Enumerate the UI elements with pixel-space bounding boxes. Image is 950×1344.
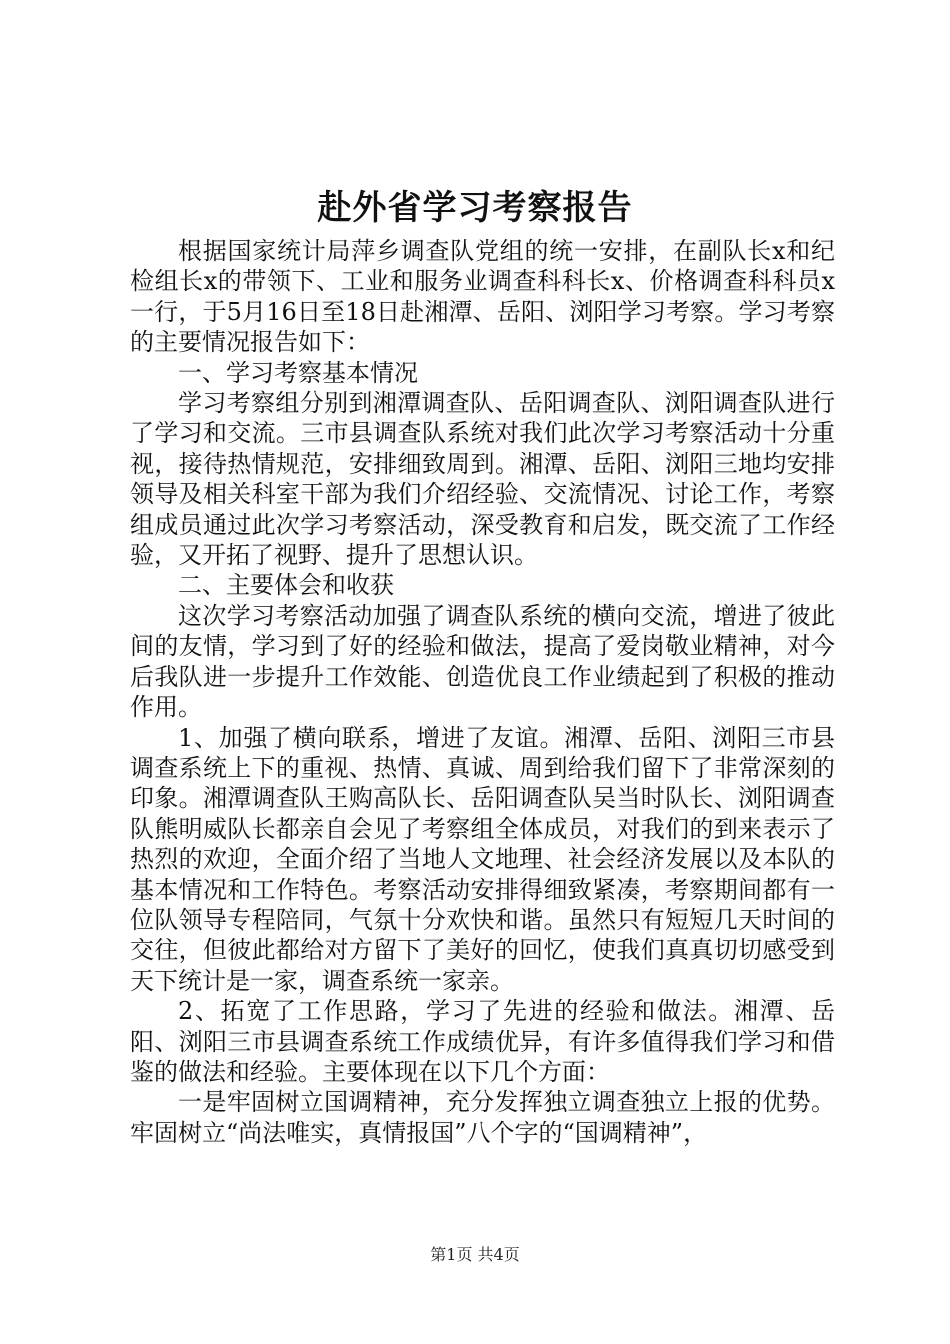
paragraph-basic-situation: 学习考察组分别到湘潭调查队、岳阳调查队、浏阳调查队进行了学习和交流。三市县调查队系统对我们此次学习考察活动十分重视，接待热情规范，安排细致周到。湘潭、岳阳、浏阳三地均安排领导及相关科室干部为我们介绍经验、交流情况、讨论工作，考察组成员通过此次学习考察活动，深受教育和启发，既交流了工作经验，又开拓了视野、提升了思想认识。 [130,389,835,570]
paragraph-point-2: 2、拓宽了工作思路，学习了先进的经验和做法。湘潭、岳阳、浏阳三市县调查系统工作成绩优异，有许多值得我们学习和借鉴的做法和经验。主要体现在以下几个方面： [130,997,835,1086]
document-title: 赴外省学习考察报告 [317,188,633,228]
section-heading-1: 一、学习考察基本情况 [178,358,418,387]
paragraph-point-1: 1、加强了横向联系，增进了友谊。湘潭、岳阳、浏阳三市县调查系统上下的重视、热情、真诚、周到给我们留下了非常深刻的印象。湘潭调查队王购高队长、岳阳调查队吴当时队长、浏阳调查队熊明威队长都亲自会见了考察组全体成员，对我们的到来表示了热烈的欢迎，全面介绍了当地人文地理、社会经济发展以及本队的基本情况和工作特色。考察活动安排得细致紧凑，考察期间都有一位队领导专程陪同，气氛十分欢快和谐。虽然只有短短几天时间的交往，但彼此都给对方留下了美好的回忆，使我们真真切切感受到天下统计是一家，调查系统一家亲。 [130,723,835,995]
paragraph-gains: 这次学习考察活动加强了调查队系统的横向交流，增进了彼此间的友情，学习到了好的经验和做法，提高了爱岗敬业精神，对今后我队进一步提升工作效能、创造优良工作业绩起到了积极的推动作用。 [130,601,835,722]
paragraph-item-1: 一是牢固树立国调精神，充分发挥独立调查独立上报的优势。牢固树立“尚法唯实，真情报国”八个字的“国调精神”， [130,1088,835,1147]
paragraph-intro: 根据国家统计局萍乡调查队党组的统一安排，在副队长x和纪检组长x的带领下、工业和服务业调查科科长x、价格调查科科员x一行，于5月16日至18日赴湘潭、岳阳、浏阳学习考察。学习考察的主要情况报告如下： [130,237,835,357]
section-heading-2: 二、主要体会和收获 [178,571,394,600]
page-number-footer: 第1页 共4页 [430,1245,520,1264]
document-body [130,236,835,1148]
